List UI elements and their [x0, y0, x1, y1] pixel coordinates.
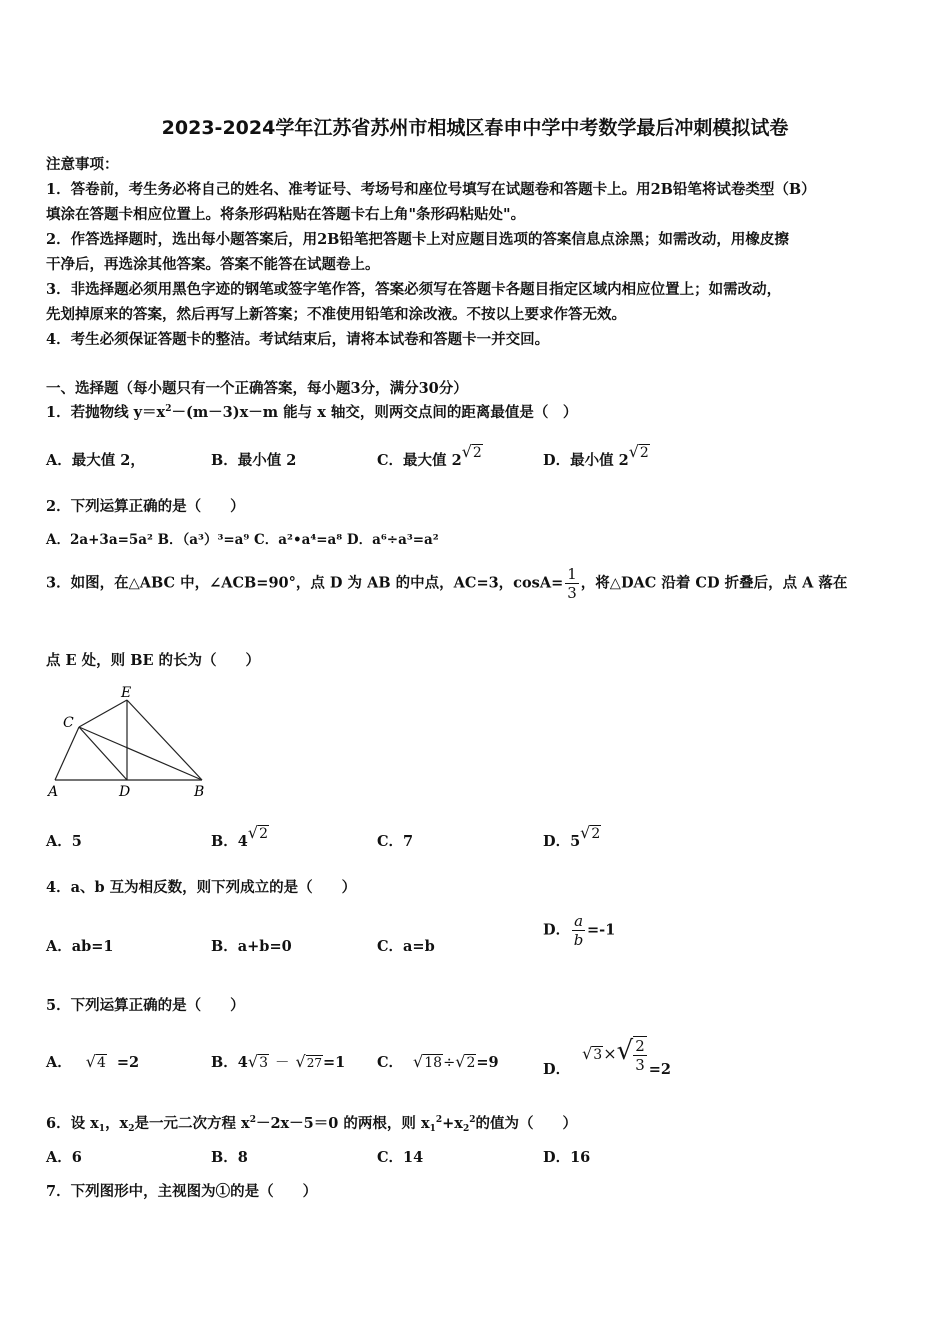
notice-line: 4．考生必须保证答题卡的整洁。考试结束后，请将本试卷和答题卡一并交回。	[46, 331, 550, 348]
notice-line: 2．作答选择题时，选出每小题答案后，用2B铅笔把答题卡上对应题目选项的答案信息点涂黑；如需改动，用橡皮擦	[46, 231, 789, 248]
question-1-stem: 1．若抛物线 $y=x^2-(m-3)x-m$ 能与 x 轴交，则两交点间的距离最值是（ ）	[46, 404, 578, 421]
segment-ce	[79, 700, 127, 727]
q1-option-d: D．最小值 2√2	[543, 442, 649, 469]
q3-option-c: C．7	[377, 833, 414, 850]
notice-line: 先划掉原来的答案，然后再写上新答案；不准使用铅笔和涂改液。不按以上要求作答无效。	[46, 306, 626, 323]
question-5-stem: 5．下列运算正确的是（ ）	[46, 997, 245, 1014]
notice-heading: 注意事项：	[46, 156, 119, 173]
q4-option-c: C．a=b	[377, 938, 435, 955]
q4-option-a: A．ab=1	[46, 938, 114, 955]
label-b: B	[194, 784, 205, 800]
q6-option-b: B．8	[211, 1149, 248, 1166]
q4-option-b: B．a+b=0	[211, 938, 292, 955]
q1-option-a: A．最大值 2，	[46, 452, 145, 469]
segment-cd	[79, 727, 127, 780]
cos-fraction: $\frac{1}{3}$	[567, 565, 577, 602]
label-c: C	[63, 715, 74, 731]
q1-option-c: C．最大值 2√2	[377, 442, 482, 469]
segment-cb	[79, 727, 202, 780]
q5-option-c: C． √18÷√2=9	[377, 1052, 499, 1071]
q2-options: A．2a+3a=5a² B．（a³）³=a⁹ C．a²•a⁴=a⁸ D．a⁶÷a³=a²	[46, 532, 439, 548]
notice-line: 干净后，再选涂其他答案。答案不能答在试题卷上。	[46, 256, 380, 273]
triangle-figure	[46, 680, 212, 804]
label-e: E	[121, 685, 132, 701]
q3-option-d: D．5√2	[543, 823, 601, 850]
label-d: D	[119, 784, 131, 800]
question-6-stem: 6．设 $x_1$，$x_2$是一元二次方程 $x^2-2x-5=0$ 的两根，则 $x_1^2+x_2^2$的值为（ ）	[46, 1115, 577, 1134]
question-3-stem: 3．如图，在△ABC 中，∠ACB=90°，点 D 为 AB 的中点，AC=3，cosA= $\frac{1}{3}$ ，将△DAC 沿着 CD 折叠后，点 A 落在	[46, 565, 848, 602]
q5-option-d: D．√3×√ $\frac{2}{3}$ =2	[543, 1036, 671, 1078]
q6-option-d: D．16	[543, 1149, 591, 1166]
q1-option-b: B．最小值 2	[211, 452, 297, 469]
question-4-stem: 4．a、b 互为相反数，则下列成立的是（ ）	[46, 879, 357, 896]
question-3-stem-cont: 点 E 处，则 BE 的长为（ ）	[46, 652, 261, 669]
q4-option-d: D． $\frac{a}{b}$ =-1	[543, 912, 616, 949]
section-heading: 一、选择题（每小题只有一个正确答案，每小题3分，满分30分）	[46, 380, 468, 397]
q5-option-a: A． √4 =2	[46, 1052, 140, 1071]
q3-option-b: B．4√2	[211, 823, 268, 850]
page-title: 2023-2024学年江苏省苏州市相城区春申中学中考数学最后冲刺模拟试卷	[161, 117, 789, 139]
label-a: A	[48, 784, 59, 800]
segment-ac	[55, 727, 79, 780]
question-7-stem: 7．下列图形中，主视图为①的是（ ）	[46, 1183, 318, 1200]
question-2-stem: 2．下列运算正确的是（ ）	[46, 498, 245, 515]
notice-line: 填涂在答题卡相应位置上。将条形码粘贴在答题卡右上角"条形码粘贴处"。	[46, 206, 526, 223]
q6-option-c: C．14	[377, 1149, 424, 1166]
q6-option-a: A．6	[46, 1149, 82, 1166]
q5-option-b: B．4√3 － √27=1	[211, 1052, 346, 1071]
q3-option-a: A．5	[46, 833, 82, 850]
segment-eb	[127, 700, 202, 780]
notice-line: 3．非选择题必须用黑色字迹的钢笔或签字笔作答，答案必须写在答题卡各题目指定区域内相应位置上；如需改动，	[46, 281, 782, 298]
notice-line: 1．答卷前，考生务必将自己的姓名、准考证号、考场号和座位号填写在试题卷和答题卡上。用2B铅笔将试卷类型（B）	[46, 181, 816, 198]
